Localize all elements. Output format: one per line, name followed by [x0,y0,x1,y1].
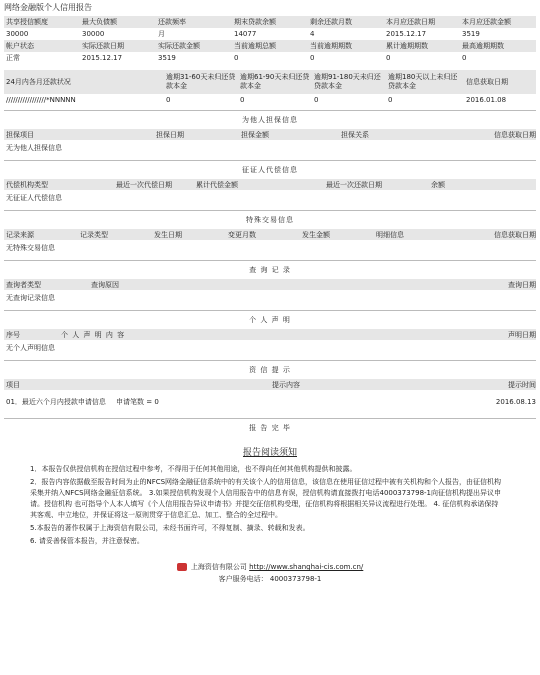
col-account-status: 帐户状态 [6,42,34,50]
col-prompt-content: 提示内容 [272,380,300,389]
col-cumulative-compensation: 累计代偿金额 [196,180,238,189]
company-logo-icon [177,563,187,571]
col-guarantee-date: 担保日期 [156,130,184,139]
col-query-reason: 查询原因 [91,280,119,289]
col-guarantee-item: 担保项目 [6,130,34,139]
notice-item-4: 6. 请妥善保管本报告，并注意保密。 [30,537,144,545]
section-band-statement: 个 人 声 明 [4,310,536,329]
section-band-prompt: 资 信 提 示 [4,360,536,379]
val-due-amount: 3519 [462,30,480,38]
col-last-compensation-date: 最近一次代偿日期 [116,180,172,189]
col-guarantee-amount: 担保金额 [241,130,269,139]
col-shared-credit: 共享授信额度 [6,18,48,26]
val-current-overdue-total: 0 [234,54,239,62]
col-current-overdue-total: 当前逾期总额 [234,42,276,50]
col-balance: 余额 [431,180,445,189]
val-due-date: 2015.12.17 [386,30,427,38]
col-detail-info: 明细信息 [376,230,404,239]
col-max-debt: 最大负债额 [82,18,117,26]
guarantee-empty: 无为他人担保信息 [6,144,62,152]
val-overdue-31-60: 0 [166,96,171,104]
col-overdue-61-90: 逾期61-90天未归还贷款本金 [240,73,310,90]
col-current-overdue-periods: 当前逾期期数 [310,42,352,50]
section-band-certification: 征证人代偿信息 [4,160,536,179]
prompt-header-row [4,379,536,390]
phone-label: 客户服务电话： [218,575,268,583]
col-prompt-item: 项目 [6,380,20,389]
col-record-source: 记录来源 [6,230,34,239]
prompt-item: 01．最近六个月内授款申请信息 [6,397,106,406]
val-24-month-status: /////////////////*NNNNN [6,96,76,104]
summary-header-row-2 [4,40,536,52]
val-account-status: 正常 [6,54,20,62]
col-repay-frequency: 还款频率 [158,18,186,26]
prompt-row [4,390,536,414]
col-actual-repay-amount: 实际还款金额 [158,42,200,50]
col-record-type: 记录类型 [80,230,108,239]
val-overdue-91-180: 0 [314,96,319,104]
val-max-debt: 30000 [82,30,105,38]
col-24-month-status: 24月内各月还款状况 [6,78,71,86]
overdue-header-row [4,70,536,94]
col-querier-type: 查询者类型 [6,280,41,289]
col-special-info-date: 信息获取日期 [494,230,536,239]
credit-report-page [4,0,536,585]
notice-item-1: 1．本报告仅供授信机构在授信过程中参考，不得用于任何其他用途，也不得向任何其他机构提供和披露。 [30,465,357,473]
notice-item-2: 2．报告内容依据截至报告时间为止的NFCS网络金融征信系统中的有关该个人的信用信息，该信息在使用征信过程中被有关机构和个人报告，由征信机构采集并纳入NFCS网络金融征信系统。 3.如果授信机构发现个人信用报告中的信息有误，授信机构请直接拨打电话4000373798-1向征信机构提出异议申请。授信机构 也可指导个人本人填写《个人信用报告异议申请书》并提交征信机构受理，征信机构将根据相关异议流程进行处理。 4. 征信机构承诺保持其客观、中立地位，并保证将这一原则贯穿于信息汇总、加工、整合的全过程中。 [30,478,502,519]
col-last-repay-date: 最近一次还款日期 [326,180,382,189]
section-band-query: 查 询 记 录 [4,260,536,279]
col-guarantee-relation: 担保关系 [341,130,369,139]
report-title: 网络金融版个人信用报告 [4,3,92,12]
val-current-overdue-periods: 0 [310,54,315,62]
col-overdue-180-plus: 逾期180天以上未归还贷款本金 [388,73,458,90]
val-remaining-months: 4 [310,30,315,38]
col-due-date: 本月应还款日期 [386,18,435,26]
val-repay-frequency: 月 [158,30,165,38]
guarantee-header-row [4,129,536,140]
val-overdue-180-plus: 0 [388,96,393,104]
report-footer [4,561,536,585]
special-header-row [4,229,536,240]
col-remaining-months: 剩余还款月数 [310,18,352,26]
summary-value-row-1 [4,28,536,40]
val-max-overdue: 0 [462,54,467,62]
company-name: 上海资信有限公司 [190,563,247,571]
phone-number: 4000373798-1 [269,575,322,583]
certification-empty: 无征证人代偿信息 [6,194,62,202]
col-guarantee-info-date: 信息获取日期 [494,130,536,139]
val-end-balance: 14077 [234,30,257,38]
summary-value-row-2 [4,52,536,64]
section-band-end: 报 告 完 毕 [4,418,536,437]
val-info-date: 2016.01.08 [466,96,507,104]
notice-item-3: 5.本报告的著作权属于上海资信有限公司，未经书面许可，不得复制、摘录、转载和发表。 [30,524,310,532]
col-due-amount: 本月应还款金额 [462,18,511,26]
prompt-content: 申请笔数 = 0 [116,398,159,406]
section-band-special: 特殊交易信息 [4,210,536,229]
col-cumulative-overdue: 累计逾期期数 [386,42,428,50]
val-cumulative-overdue: 0 [386,54,391,62]
val-shared-credit: 30000 [6,30,29,38]
col-compensator-type: 代偿机构类型 [6,180,48,189]
prompt-time: 2016.08.13 [495,398,536,406]
special-empty: 无特殊交易信息 [6,244,55,252]
col-prompt-time: 提示时间 [508,380,536,389]
query-empty: 无查询记录信息 [6,294,55,302]
company-website-link[interactable]: http://www.shanghai-cis.com.cn/ [249,563,364,571]
col-occur-amount: 发生金额 [302,230,330,239]
col-change-months: 变更月数 [228,230,256,239]
col-overdue-91-180: 逾期91-180天未归还贷款本金 [314,73,381,90]
col-info-date: 信息获取日期 [466,78,508,86]
col-actual-repay-date: 实际还款日期 [82,42,124,50]
summary-header-row-1 [4,16,536,28]
col-query-date: 查询日期 [508,280,536,289]
query-header-row [4,279,536,290]
col-overdue-31-60: 逾期31-60天未归还贷款本金 [166,73,236,90]
col-statement-date: 声明日期 [508,330,536,339]
col-sequence: 序号 [6,330,20,339]
col-occur-date: 发生日期 [154,230,182,239]
notice-title: 报告阅读须知 [242,448,297,458]
val-actual-repay-date: 2015.12.17 [82,54,123,62]
section-band-guarantee: 为他人担保信息 [4,110,536,129]
reading-notice [4,445,536,547]
statement-header-row [4,329,536,340]
col-statement-content: 个 人 声 明 内 容 [61,330,126,339]
certification-header-row [4,179,536,190]
val-actual-repay-amount: 3519 [158,54,176,62]
statement-empty: 无个人声明信息 [6,344,55,352]
overdue-value-row [4,94,536,106]
val-overdue-61-90: 0 [240,96,245,104]
col-end-balance: 期末贷款余额 [234,18,276,26]
col-max-overdue: 最高逾期期数 [462,42,504,50]
